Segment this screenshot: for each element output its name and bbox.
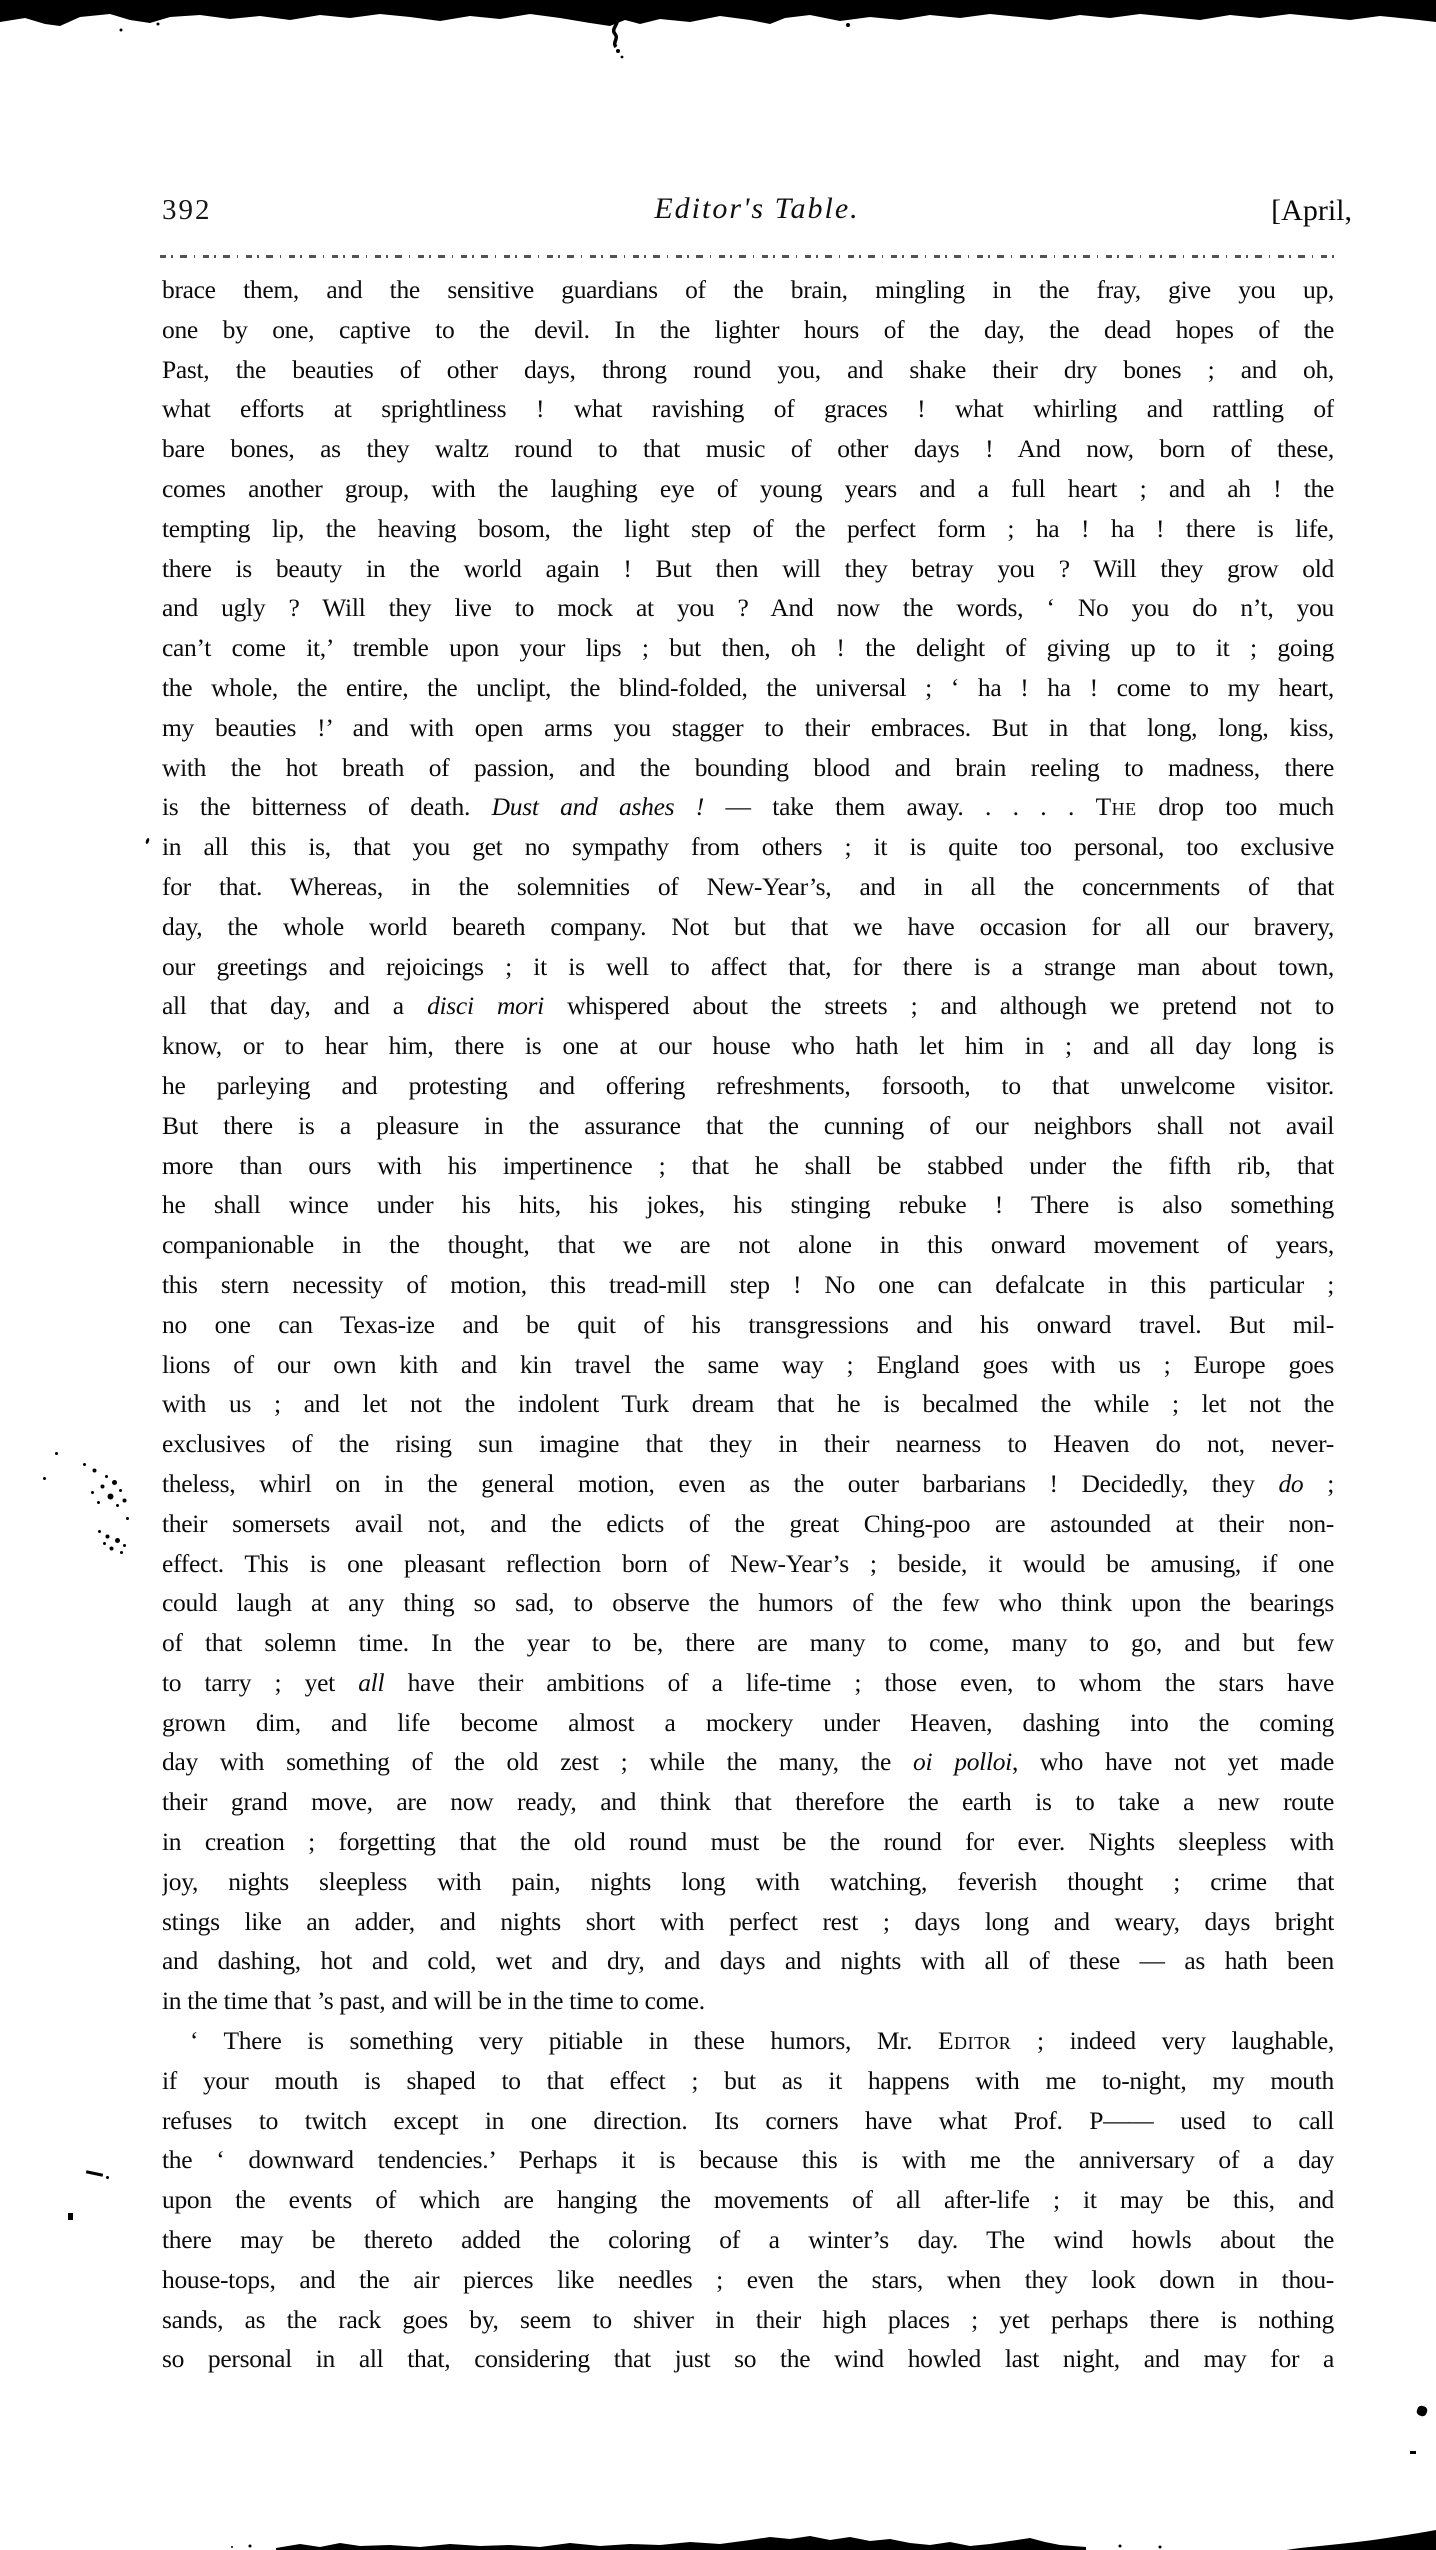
plain-text: ;: [1303, 1468, 1334, 1498]
text-line: [162, 748, 1334, 788]
plain-text: in all this is, that you get no sympathy from others ; it is quite too personal, too exclusive: [162, 832, 1334, 862]
plain-text: this stern necessity of motion, this tread-mill step ! No one can defalcate in this particular ;: [162, 1269, 1334, 1299]
text-line: [162, 2220, 1334, 2260]
text-line: [162, 1703, 1334, 1743]
plain-text: tempting lip, the heaving bosom, the light step of the perfect form ; ha ! ha ! there is life,: [162, 513, 1334, 543]
text-line: [162, 668, 1334, 708]
text-line: [162, 827, 1334, 867]
margin-dash: [86, 2170, 103, 2176]
ink-speck: [55, 1452, 58, 1455]
plain-text: can’t come it,’ tremble upon your lips ; but then, oh ! the delight of giving up to it ; going: [162, 633, 1334, 663]
text-line: [162, 1583, 1334, 1623]
smallcaps-text: The: [1095, 792, 1137, 822]
ink-blot: [1416, 2405, 1429, 2418]
plain-text: effect. This is one pleasant reflection born of New-Year’s ; beside, it would be amusing, if one: [162, 1548, 1334, 1578]
plain-text: But there is a pleasure in the assurance that the cunning of our neighbors shall not avail: [162, 1110, 1334, 1140]
text-line: [162, 628, 1334, 668]
plain-text: stings like an adder, and nights short with perfect rest ; days long and weary, days bright: [162, 1906, 1334, 1936]
text-line: [162, 1305, 1334, 1345]
text-line: [162, 549, 1334, 589]
plain-text: refuses to twitch except in one direction. Its corners have what Prof. P—— used to call: [162, 2105, 1334, 2135]
text-line: [162, 986, 1334, 1026]
scan-artifact-bottom-edge: [0, 2524, 1436, 2550]
italic-text: all: [358, 1667, 385, 1697]
plain-text: brace them, and the sensitive guardians of the brain, mingling in the fray, give you up,: [162, 275, 1334, 304]
margin-dot: [68, 2213, 73, 2220]
text-line: [162, 350, 1334, 390]
text-line: [162, 708, 1334, 748]
plain-text: to tarry ; yet: [162, 1667, 359, 1697]
text-line: [162, 1345, 1334, 1385]
scan-artifact-top-edge: [0, 0, 1436, 62]
plain-text: theless, whirl on in the general motion, even as the outer barbarians ! Decidedly, they: [162, 1468, 1279, 1498]
text-line: [162, 2101, 1334, 2141]
text-line: [162, 469, 1334, 509]
plain-text: lions of our own kith and kin travel the same way ; England goes with us ; Europe goes: [162, 1349, 1334, 1379]
plain-text: , who have not yet made: [1011, 1747, 1334, 1777]
plain-text: there may be thereto added the coloring of a winter’s day. The wind howls about the: [162, 2225, 1334, 2255]
text-line: [162, 1026, 1334, 1066]
margin-smudge: [98, 1530, 101, 1533]
plain-text: and ugly ? Will they live to mock at you ? And now the words, ‘ No you do n’t, you: [162, 593, 1334, 623]
plain-text: day, the whole world beareth company. Not but that we have occasion for all our bravery,: [162, 911, 1334, 941]
text-line: [162, 1623, 1334, 1663]
text-line: [162, 2180, 1334, 2220]
text-line: [162, 907, 1334, 947]
text-line: [162, 1742, 1334, 1782]
plain-text: ; indeed very laughable,: [1011, 2026, 1334, 2056]
text-line: [162, 1185, 1334, 1225]
text-line: [162, 867, 1334, 907]
plain-text: for that. Whereas, in the solemnities of New-Year’s, and in all the concernments of that: [162, 871, 1334, 901]
plain-text: day with something of the old zest ; while the many, the: [162, 1747, 914, 1777]
italic-text: do: [1278, 1468, 1304, 1498]
text-line: [162, 1265, 1334, 1305]
text-line: [162, 389, 1334, 429]
plain-text: whispered about the streets ; and although we pretend not to: [543, 991, 1334, 1021]
plain-text: the ‘ downward tendencies.’ Perhaps it is because this is with me the anniversary of a day: [162, 2145, 1334, 2175]
issue-date: [April,: [1271, 194, 1352, 227]
text-line: [162, 588, 1334, 628]
header-rule: [160, 255, 1336, 258]
text-line: [162, 1941, 1334, 1981]
ink-speck: [145, 838, 150, 845]
plain-text: know, or to hear him, there is one at our house who hath let him in ; and all day long is: [162, 1031, 1334, 1061]
text-line: [162, 1862, 1334, 1902]
plain-text: with the hot breath of passion, and the bounding blood and brain reeling to madness, there: [162, 752, 1334, 782]
plain-text: he shall wince under his hits, his jokes, his stinging rebuke ! There is also something: [162, 1190, 1334, 1220]
ink-dash: [1410, 2451, 1416, 2454]
text-line: [162, 2021, 1334, 2061]
plain-text: — take them away. . . . .: [703, 792, 1096, 822]
plain-text: sands, as the rack goes by, seem to shiver in their high places ; yet perhaps there is nothing: [162, 2304, 1334, 2334]
text-line: [162, 1464, 1334, 1504]
text-line: [162, 2061, 1334, 2101]
text-line: [162, 1225, 1334, 1265]
plain-text: their somersets avail not, and the edicts of the great Ching-poo are astounded at their non-: [162, 1508, 1334, 1538]
plain-text: Past, the beauties of other days, throng round you, and shake their dry bones ; and oh,: [162, 354, 1334, 384]
text-line: [162, 2300, 1334, 2340]
text-line: [162, 2140, 1334, 2180]
text-line: [162, 1146, 1334, 1186]
plain-text: their grand move, are now ready, and think that therefore the earth is to take a new route: [162, 1787, 1334, 1817]
plain-text: the whole, the entire, the unclipt, the blind-folded, the universal ; ‘ ha ! ha ! come to my heart,: [162, 672, 1334, 702]
text-line: [162, 1822, 1334, 1862]
text-line: [162, 1782, 1334, 1822]
margin-smudge: [83, 1463, 86, 1466]
plain-text: in creation ; forgetting that the old round must be the round for ever. Nights sleepless with: [162, 1827, 1334, 1857]
text-line: [162, 2339, 1334, 2379]
plain-text: if your mouth is shaped to that effect ; but as it happens with me to-night, my mouth: [162, 2065, 1334, 2095]
text-line: [162, 1066, 1334, 1106]
plain-text: with us ; and let not the indolent Turk dream that he is becalmed the while ; let not the: [162, 1389, 1334, 1419]
smallcaps-text: Editor: [937, 2026, 1012, 2056]
text-line: [162, 787, 1334, 827]
text-line: [162, 2260, 1334, 2300]
text-line: [162, 509, 1334, 549]
text-line: [162, 1663, 1334, 1703]
plain-text: and dashing, hot and cold, wet and dry, and days and nights with all of these — as hath been: [162, 1946, 1334, 1976]
plain-text: one by one, captive to the devil. In the lighter hours of the day, the dead hopes of the: [162, 314, 1334, 344]
text-line: [162, 1504, 1334, 1544]
plain-text: have their ambitions of a life-time ; those even, to whom the stars have: [384, 1667, 1334, 1697]
plain-text: our greetings and rejoicings ; it is well to affect that, for there is a strange man about town,: [162, 951, 1334, 981]
text-line: [162, 1106, 1334, 1146]
plain-text: comes another group, with the laughing eye of young years and a full heart ; and ah ! the: [162, 473, 1334, 503]
italic-text: disci mori: [427, 991, 544, 1021]
plain-text: there is beauty in the world again ! But then will they betray you ? Will they grow old: [162, 553, 1334, 583]
italic-text: oi polloi: [913, 1747, 1012, 1777]
plain-text: so personal in all that, considering that just so the wind howled last night, and may for a: [162, 2344, 1334, 2374]
text-line: [162, 1544, 1334, 1584]
text-line: [162, 270, 1334, 310]
text-line: [162, 1902, 1334, 1942]
text-line: [162, 1981, 1334, 2021]
text-line: [162, 1424, 1334, 1464]
plain-text: bare bones, as they waltz round to that music of other days ! And now, born of these,: [162, 434, 1334, 464]
body-text: [162, 270, 1334, 2379]
italic-text: Dust and ashes !: [491, 792, 704, 822]
plain-text: is the bitterness of death.: [162, 792, 492, 822]
page-header: [0, 192, 1436, 236]
plain-text: joy, nights sleepless with pain, nights long with watching, feverish thought ; crime that: [162, 1866, 1334, 1896]
plain-text: what efforts at sprightliness ! what ravishing of graces ! what whirling and rattling of: [162, 394, 1334, 424]
plain-text: companionable in the thought, that we are not alone in this onward movement of years,: [162, 1230, 1334, 1260]
text-line: [162, 947, 1334, 987]
plain-text: could laugh at any thing so sad, to observe the humors of the few who think upon the bearings: [162, 1588, 1334, 1618]
plain-text: more than ours with his impertinence ; that he shall be stabbed under the fifth rib, that: [162, 1150, 1334, 1180]
plain-text: ‘ There is something very pitiable in these humors, Mr.: [190, 2026, 938, 2056]
plain-text: grown dim, and life become almost a mockery under Heaven, dashing into the coming: [162, 1707, 1334, 1737]
plain-text: exclusives of the rising sun imagine that they in their nearness to Heaven do not, never-: [162, 1429, 1334, 1459]
plain-text: house-tops, and the air pierces like needles ; even the stars, when they look down in thou-: [162, 2264, 1334, 2294]
text-line: [162, 429, 1334, 469]
ink-speck: [126, 1517, 129, 1520]
plain-text: my beauties !’ and with open arms you stagger to their embraces. But in that long, long, kiss,: [162, 712, 1334, 742]
plain-text: of that solemn time. In the year to be, there are many to come, many to go, and but few: [162, 1628, 1334, 1658]
ink-speck: [106, 2176, 109, 2179]
running-title: Editor's Table.: [654, 192, 860, 225]
plain-text: no one can Texas-ize and be quit of his transgressions and his onward travel. But mil-: [162, 1309, 1334, 1339]
plain-text: upon the events of which are hanging the movements of all after-life ; it may be this, and: [162, 2185, 1334, 2215]
plain-text: all that day, and a: [162, 991, 428, 1021]
plain-text: in the time that ’s past, and will be in the time to come.: [162, 1986, 705, 2016]
plain-text: drop too much: [1136, 792, 1334, 822]
page-number: 392: [162, 194, 212, 226]
plain-text: he parleying and protesting and offering refreshments, forsooth, to that unwelcome visitor.: [162, 1070, 1334, 1100]
text-line: [162, 1384, 1334, 1424]
ink-speck: [43, 1477, 46, 1480]
text-line: [162, 310, 1334, 350]
